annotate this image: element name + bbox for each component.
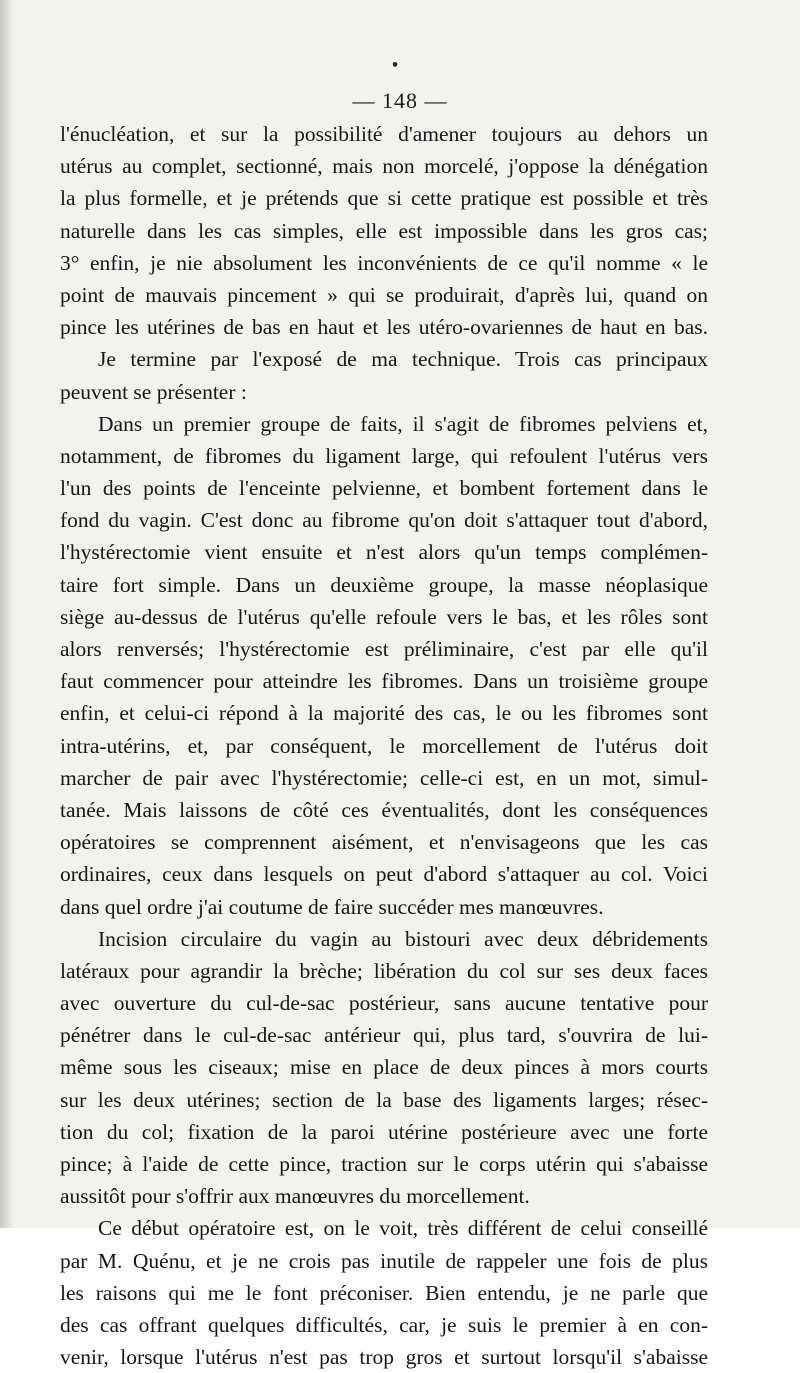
text-line: utérus au complet, sectionné, mais non morcelé, j'oppose la dénégation — [60, 154, 708, 179]
text-line: point de mauvais pincement » qui se produirait, d'après lui, quand on — [60, 282, 708, 307]
text-line: fond du vagin. C'est donc au fibrome qu'on doit s'attaquer tout d'abord, — [60, 508, 708, 533]
text-line: sur les deux utérines; section de la base des ligaments larges; résec- — [60, 1087, 708, 1112]
text-line: par M. Quénu, et je ne crois pas inutile de rappeler une fois de plus — [60, 1248, 708, 1273]
paragraph-end-line: aussitôt pour s'offrir aux manœuvres du morcellement. — [60, 1184, 530, 1209]
text-line: 3° enfin, je nie absolument les inconvénients de ce qu'il nomme « le — [60, 250, 708, 275]
paragraph-start-line: Incision circulaire du vagin au bistouri avec deux débridements — [98, 926, 708, 951]
text-line: taire fort simple. Dans un deuxième groupe, la masse néoplasique — [60, 572, 708, 597]
text-line: naturelle dans les cas simples, elle est impossible dans les gros cas; — [60, 218, 708, 243]
text-line: enfin, et celui-ci répond à la majorité des cas, le ou les fibromes sont — [60, 701, 708, 726]
paragraph-end-line: dans quel ordre j'ai coutume de faire succéder mes manœuvres. — [60, 894, 604, 919]
text-line: faut commencer pour atteindre les fibromes. Dans un troisième groupe — [60, 669, 708, 694]
text-line: ordinaires, ceux dans lesquels on peut d'abord s'attaquer au col. Voici — [60, 862, 708, 887]
text-line: intra-utérins, et, par conséquent, le morcellement de l'utérus doit — [60, 733, 708, 758]
printer-mark: • — [390, 58, 400, 73]
text-line: la plus formelle, et je prétends que si cette pratique est possible et très — [60, 186, 708, 211]
text-line: pince; à l'aide de cette pince, traction sur le corps utérin qui s'abaisse — [60, 1152, 708, 1176]
text-line: pénétrer dans le cul-de-sac antérieur qui, plus tard, s'ouvrira de lui- — [60, 1023, 708, 1048]
text-line: l'un des points de l'enceinte pelvienne, et bombent fortement dans le — [60, 476, 708, 501]
text-line: l'énucléation, et sur la possibilité d'amener toujours au dehors un — [60, 122, 708, 146]
text-line: pince les utérines de bas en haut et les utéro-ovariennes de haut en bas. — [60, 315, 708, 340]
paragraph-start-line: Ce début opératoire est, on le voit, très différent de celui conseillé — [98, 1216, 708, 1241]
body-text — [60, 118, 708, 1373]
text-line: latéraux pour agrandir la brèche; libération du col sur ses deux faces — [60, 958, 708, 983]
paragraph-start-line: Je termine par l'exposé de ma technique. Trois cas principaux — [98, 347, 708, 372]
text-line: marcher de pair avec l'hystérectomie; celle-ci est, en un mot, simul- — [60, 765, 708, 790]
text-line: opératoires se comprennent aisément, et n'envisageons que les cas — [60, 830, 708, 855]
text-line: avec ouverture du cul-de-sac postérieur, sans aucune tentative pour — [60, 991, 708, 1016]
text-line: notamment, de fibromes du ligament large, qui refoulent l'utérus vers — [60, 443, 708, 468]
text-line: les raisons qui me le font préconiser. Bien entendu, je ne parle que — [60, 1280, 708, 1305]
paragraph-end-line: peuvent se présenter : — [60, 379, 247, 404]
text-line: tion du col; fixation de la paroi utérine postérieure avec une forte — [60, 1119, 708, 1144]
page-binding-shadow — [0, 0, 14, 1228]
text-line: siège au-dessus de l'utérus qu'elle refoule vers le bas, et les rôles sont — [60, 604, 708, 629]
text-line: même sous les ciseaux; mise en place de deux pinces à mors courts — [60, 1055, 708, 1080]
text-line: alors renversés; l'hystérectomie est préliminaire, c'est par elle qu'il — [60, 637, 708, 661]
text-line: venir, lorsque l'utérus n'est pas trop gros et surtout lorsqu'il s'abaisse — [60, 1345, 708, 1370]
text-line: des cas offrant quelques difficultés, car, je suis le premier à en con- — [60, 1312, 708, 1337]
page-number: — 148 — — [352, 88, 448, 113]
text-line: tanée. Mais laissons de côté ces éventualités, dont les conséquences — [60, 797, 708, 822]
paragraph-start-line: Dans un premier groupe de faits, il s'agit de fibromes pelviens et, — [98, 411, 708, 436]
text-line: l'hystérectomie vient ensuite et n'est alors qu'un temps complémen- — [60, 540, 708, 565]
